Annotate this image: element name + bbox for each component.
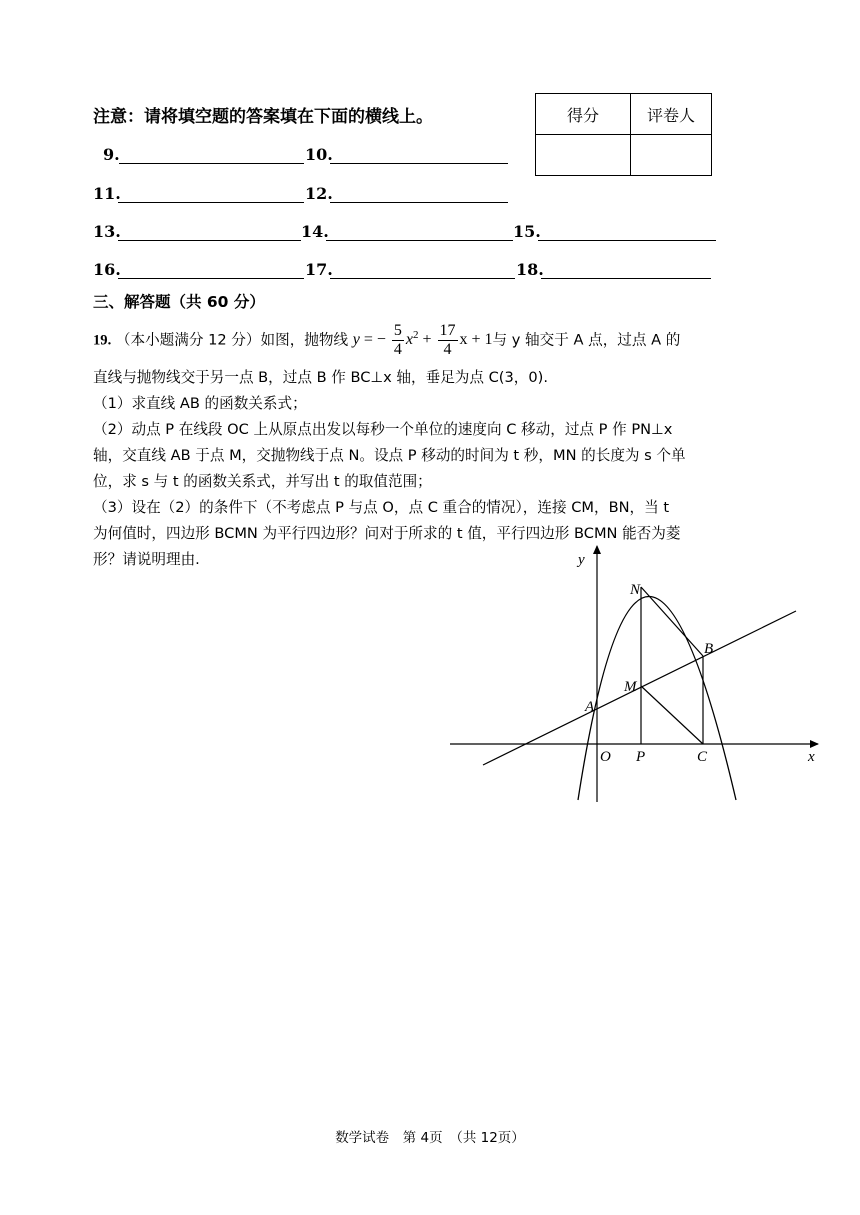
formula-rest: x + 1 [459,331,493,349]
q19-part2-line1: （2）动点 P 在线段 OC 上从原点出发以每秒一个单位的速度向 C 移动，过点 P 作 PN⊥x [93,421,673,438]
label-y: y [578,552,585,568]
blank-9-line[interactable] [119,145,304,164]
fraction-5-4 [392,322,404,359]
label-b: B [704,641,714,657]
blank-16-label: 16. [93,260,121,279]
blank-10-line[interactable] [330,145,508,164]
q19-part2-line3: 位，求 s 与 t 的函数关系式，并写出 t 的取值范围； [93,473,432,490]
q19-part1: （1）求直线 AB 的函数关系式； [93,395,307,412]
label-x: x [808,749,815,765]
q19-part3-line1: （3）设在（2）的条件下（不考虑点 P 与点 O，点 C 重合的情况），连接 CM，BN，当 t [93,499,670,516]
score-cell[interactable] [536,135,631,176]
blank-9-label: 9. [103,145,120,164]
blank-18-label: 18. [516,260,544,279]
q19-line2: 直线与抛物线交于另一点 B，过点 B 作 BC⊥x 轴，垂足为点 C(3，0). [93,369,549,386]
frac1-num: 5 [393,322,402,339]
q19-number: 19. [93,332,112,349]
fraction-17-4 [438,322,458,359]
blank-14-line[interactable] [326,222,513,241]
formula-square: 2 [412,328,419,341]
q19-part2-line2: 轴，交直线 AB 于点 M，交抛物线于点 N。设点 P 移动的时间为 t 秒，MN 的长度为 s 个单 [93,447,686,464]
blank-11-line[interactable] [118,184,304,203]
score-table [535,93,712,176]
parabola-figure [440,538,830,808]
page-footer: 数学试卷 第 4页 （共 12页） [335,1130,525,1146]
blank-16-line[interactable] [118,260,304,279]
section-title: 三、解答题（共 60 分） [93,293,265,311]
formula-y: y [352,331,360,349]
blank-17-label: 17. [305,260,333,279]
segment-nb [641,587,703,656]
blank-15-label: 15. [513,222,541,241]
formula-plus: + [418,331,436,349]
blank-17-line[interactable] [330,260,515,279]
grader-header: 评卷人 [631,94,712,135]
frac2-den: 4 [443,341,452,358]
q19-part3-line2: 为何值时，四边形 BCMN 为平行四边形？问对于所求的 t 值，平行四边形 BCMN 能否为菱 [93,525,681,542]
line-ab [483,611,796,765]
label-m: M [624,679,637,695]
formula-eq: = − [359,331,386,349]
q19-part3-line3: 形？请说明理由. [93,551,200,568]
blank-15-line[interactable] [538,222,716,241]
label-c: C [697,749,708,765]
score-header: 得分 [536,94,631,135]
q19-line1 [93,322,680,359]
frac1-den: 4 [393,341,402,358]
notice-text: 注意：请将填空题的答案填在下面的横线上。 [93,107,433,127]
grader-cell[interactable] [631,135,712,176]
label-p: P [636,749,646,765]
q19-intro-b: 与 y 轴交于 A 点，过点 A 的 [492,331,681,349]
blank-11-label: 11. [93,184,121,203]
blank-12-line[interactable] [330,184,508,203]
blank-14-label: 14. [301,222,329,241]
blank-18-line[interactable] [541,260,711,279]
blank-10-label: 10. [305,145,333,164]
blank-12-label: 12. [305,184,333,203]
blank-13-line[interactable] [118,222,301,241]
label-n: N [630,582,641,598]
segment-mc [641,686,703,744]
label-o: O [600,749,611,765]
frac2-num: 17 [439,322,456,339]
q19-intro-a: 如图，抛物线 [260,331,349,349]
q19-points: （本小题满分 12 分） [115,331,261,349]
q19-formula [353,322,493,359]
label-a: A [585,699,595,715]
formula-x: x [405,331,413,349]
blank-13-label: 13. [93,222,121,241]
parabola-curve [578,597,736,801]
